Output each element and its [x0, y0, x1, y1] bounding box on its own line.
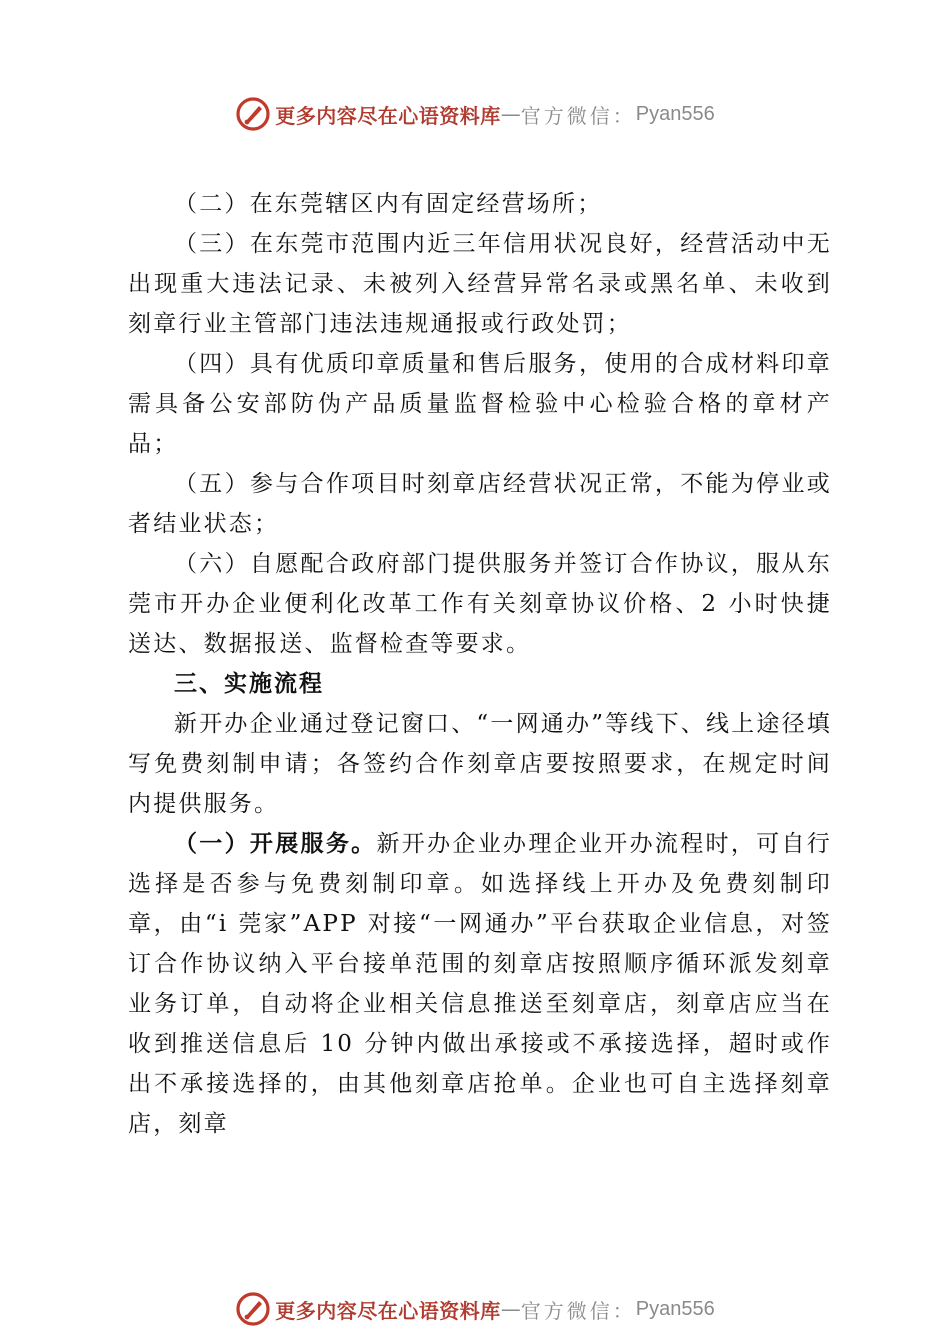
watermark-official-text: 官方微信： [520, 103, 636, 128]
header-watermark [0, 94, 950, 134]
watermark-official-text: 官方微信： [520, 1298, 636, 1323]
paragraph-item-5: （五）参与合作项目时刻章店经营状况正常，不能为停业或者结业状态； [128, 471, 832, 537]
watermark-dash: — [500, 1297, 521, 1321]
section-heading: 三、实施流程 [174, 670, 324, 697]
seal-logo-icon [235, 1291, 271, 1327]
seal-logo-icon [235, 96, 271, 132]
paragraph-item-2: （二）在东莞辖区内有固定经营场所； [174, 191, 603, 217]
footer-watermark [0, 1289, 950, 1329]
document-body [128, 184, 832, 1144]
watermark-dash: — [500, 102, 521, 126]
service-body: 新开办企业办理企业开办流程时，可自行选择是否参与免费刻制印章。如选择线上开办及免费刻制印章，由“i 莞家”APP 对接“一网通办”平台获取企业信息，对签订合作协议纳入平台接单范围的刻章店按照顺序循环派发刻章业务订单，自动将企业相关信息推送至刻章店，刻章店应当在收到推送信息后 10 分钟内做出承接或不承接选择，超时或作出不承接选择的，由其他刻章店抢单。企业也可自主选择刻章店，刻章 [128, 831, 832, 1137]
paragraph-item-6: （六）自愿配合政府部门提供服务并签订合作协议，服从东莞市开办企业便利化改革工作有关刻章协议价格、2 小时快捷送达、数据报送、监督检查等要求。 [128, 551, 832, 657]
process-intro-paragraph: 新开办企业通过登记窗口、“一网通办”等线下、线上途径填写免费刻制申请；各签约合作刻章店要按照要求，在规定时间内提供服务。 [128, 711, 832, 817]
watermark-wechat-id: Pyan556 [635, 102, 715, 125]
service-paragraph [128, 824, 832, 1144]
watermark-library-text: 更多内容尽在心语资料库 [275, 103, 501, 128]
paragraph-item-3: （三）在东莞市范围内近三年信用状况良好，经营活动中无出现重大违法记录、未被列入经营异常名录或黑名单、未收到刻章行业主管部门违法违规通报或行政处罚； [128, 231, 832, 337]
watermark-library-text: 更多内容尽在心语资料库 [275, 1298, 501, 1323]
service-lead: （一）开展服务。 [174, 830, 377, 857]
paragraph-item-4: （四）具有优质印章质量和售后服务，使用的合成材料印章需具备公安部防伪产品质量监督检验中心检验合格的章材产品； [128, 351, 832, 457]
watermark-wechat-id: Pyan556 [635, 1297, 715, 1320]
